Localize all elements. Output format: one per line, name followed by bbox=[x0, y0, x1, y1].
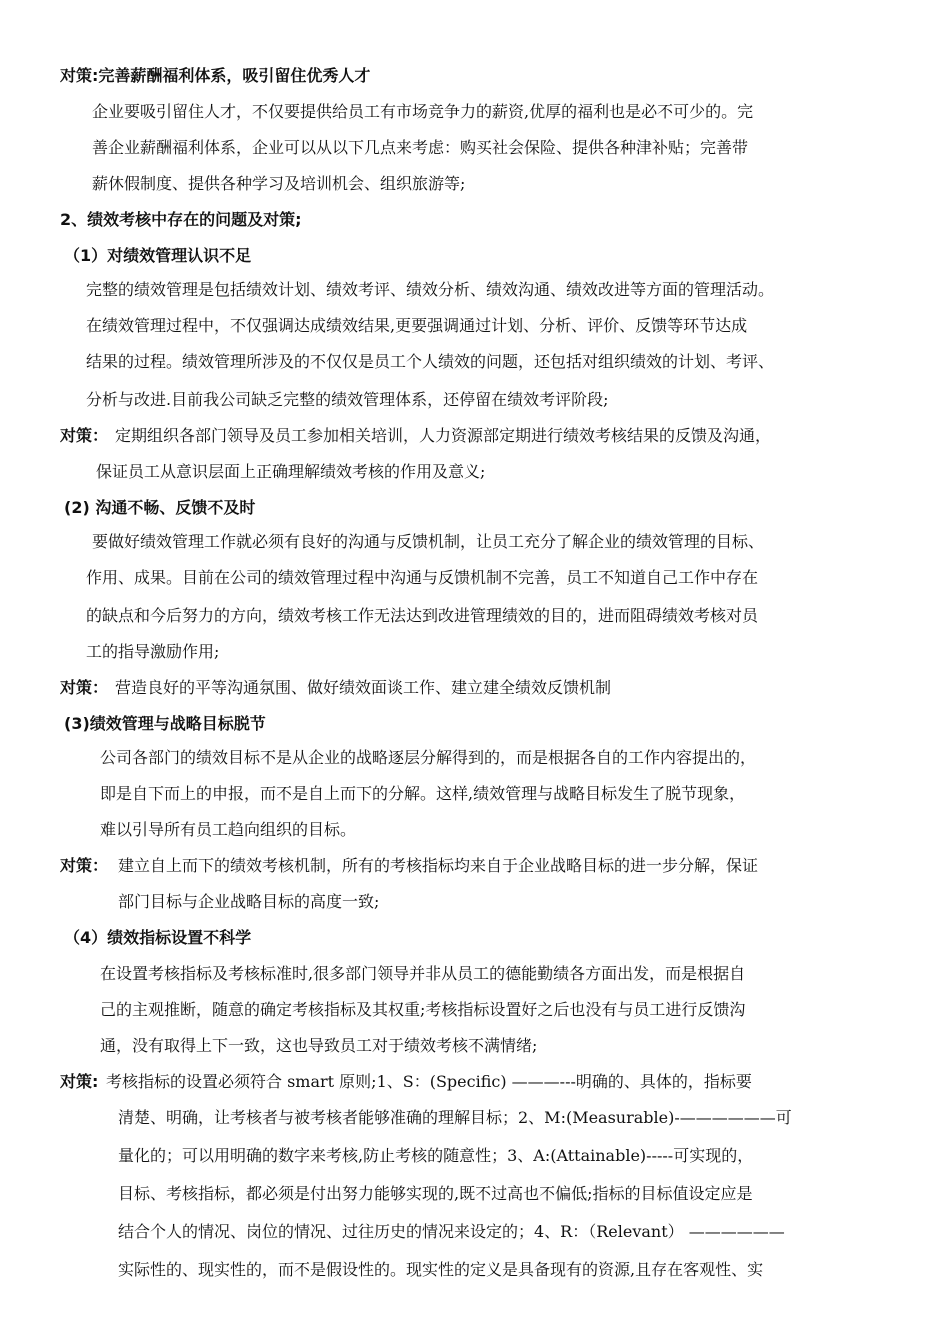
countermeasure-line: 实际性的、现实性的，而不是假设性的。现实性的定义是具备现有的资源,且存在客观性、实 bbox=[118, 1260, 764, 1279]
countermeasure-label: 对策： bbox=[60, 856, 109, 875]
paragraph-line: 作用、成果。目前在公司的绩效管理过程中沟通与反馈机制不完善，员工不知道自己工作中存在 bbox=[86, 568, 759, 587]
paragraph-line: 企业要吸引留住人才，不仅要提供给员工有市场竞争力的薪资,优厚的福利也是必不可少的。完 bbox=[92, 102, 754, 121]
subsection-heading-1: （1）对绩效管理认识不足 bbox=[64, 246, 252, 265]
section-heading-pay: 对策:完善薪酬福利体系，吸引留住优秀人才 bbox=[60, 66, 371, 85]
paragraph-line: 要做好绩效管理工作就必须有良好的沟通与反馈机制，让员工充分了解企业的绩效管理的目标、 bbox=[92, 532, 765, 551]
paragraph-line: 薪休假制度、提供各种学习及培训机会、组织旅游等; bbox=[92, 174, 466, 193]
countermeasure-line: 清楚、明确，让考核者与被考核者能够准确的理解目标；2、M:(Measurable)-——————可 bbox=[118, 1108, 792, 1127]
countermeasure-line: 营造良好的平等沟通氛围、做好绩效面谈工作、建立建全绩效反馈机制 bbox=[115, 678, 612, 697]
countermeasure-line: 部门目标与企业战略目标的高度一致; bbox=[118, 892, 380, 911]
countermeasure-line: 定期组织各部门领导及员工参加相关培训，人力资源部定期进行绩效考核结果的反馈及沟通， bbox=[115, 426, 772, 445]
section-title-performance: 2、绩效考核中存在的问题及对策; bbox=[60, 210, 302, 229]
paragraph-line: 在绩效管理过程中，不仅强调达成绩效结果,更要强调通过计划、分析、评价、反馈等环节达成 bbox=[86, 316, 748, 335]
countermeasure-line: 考核指标的设置必须符合 smart 原则;1、S：(Specific) ———---明确的、具体的，指标要 bbox=[106, 1072, 752, 1091]
paragraph-line: 在设置考核指标及考核标准时,很多部门领导并非从员工的德能勤绩各方面出发，而是根据自 bbox=[100, 964, 746, 983]
paragraph-line: 完整的绩效管理是包括绩效计划、绩效考评、绩效分析、绩效沟通、绩效改进等方面的管理活动。 bbox=[86, 280, 775, 299]
paragraph-line: 工的指导激励作用; bbox=[86, 642, 220, 661]
paragraph-line: 结果的过程。绩效管理所涉及的不仅仅是员工个人绩效的问题，还包括对组织绩效的计划、考评、 bbox=[86, 352, 775, 371]
paragraph-line: 的缺点和今后努力的方向，绩效考核工作无法达到改进管理绩效的目的，进而阻碍绩效考核对员 bbox=[86, 606, 759, 625]
paragraph-line: 善企业薪酬福利体系，企业可以从以下几点来考虑：购买社会保险、提供各种津补贴；完善带 bbox=[92, 138, 749, 157]
subsection-heading-2: (2) 沟通不畅、反馈不及时 bbox=[64, 498, 256, 517]
subsection-heading-4: （4）绩效指标设置不科学 bbox=[64, 928, 252, 947]
subsection-heading-3: (3)绩效管理与战略目标脱节 bbox=[64, 714, 266, 733]
countermeasure-label: 对策： bbox=[60, 426, 109, 445]
paragraph-line: 通，没有取得上下一致，这也导致员工对于绩效考核不满情绪; bbox=[100, 1036, 538, 1055]
countermeasure-line: 建立自上而下的绩效考核机制，所有的考核指标均来自于企业战略目标的进一步分解，保证 bbox=[118, 856, 759, 875]
countermeasure-line: 保证员工从意识层面上正确理解绩效考核的作用及意义; bbox=[96, 462, 486, 481]
paragraph-line: 己的主观推断，随意的确定考核指标及其权重;考核指标设置好之后也没有与员工进行反馈沟 bbox=[100, 1000, 746, 1019]
countermeasure-label: 对策: bbox=[60, 1072, 99, 1091]
countermeasure-line: 结合个人的情况、岗位的情况、过往历史的情况来设定的；4、R：（Relevant） —————— bbox=[118, 1222, 785, 1241]
countermeasure-line: 目标、考核指标，都必须是付出努力能够实现的,既不过高也不偏低;指标的目标值设定应是 bbox=[118, 1184, 753, 1203]
paragraph-line: 公司各部门的绩效目标不是从企业的战略逐层分解得到的，而是根据各自的工作内容提出的， bbox=[100, 748, 757, 767]
paragraph-line: 分析与改进.目前我公司缺乏完整的绩效管理体系，还停留在绩效考评阶段; bbox=[86, 390, 609, 409]
countermeasure-line: 量化的；可以用明确的数字来考核,防止考核的随意性；3、A:(Attainable)-----可实现的， bbox=[118, 1146, 754, 1165]
paragraph-line: 难以引导所有员工趋向组织的目标。 bbox=[100, 820, 357, 839]
paragraph-line: 即是自下而上的申报，而不是自上而下的分解。这样,绩效管理与战略目标发生了脱节现象， bbox=[100, 784, 746, 803]
countermeasure-label: 对策： bbox=[60, 678, 109, 697]
